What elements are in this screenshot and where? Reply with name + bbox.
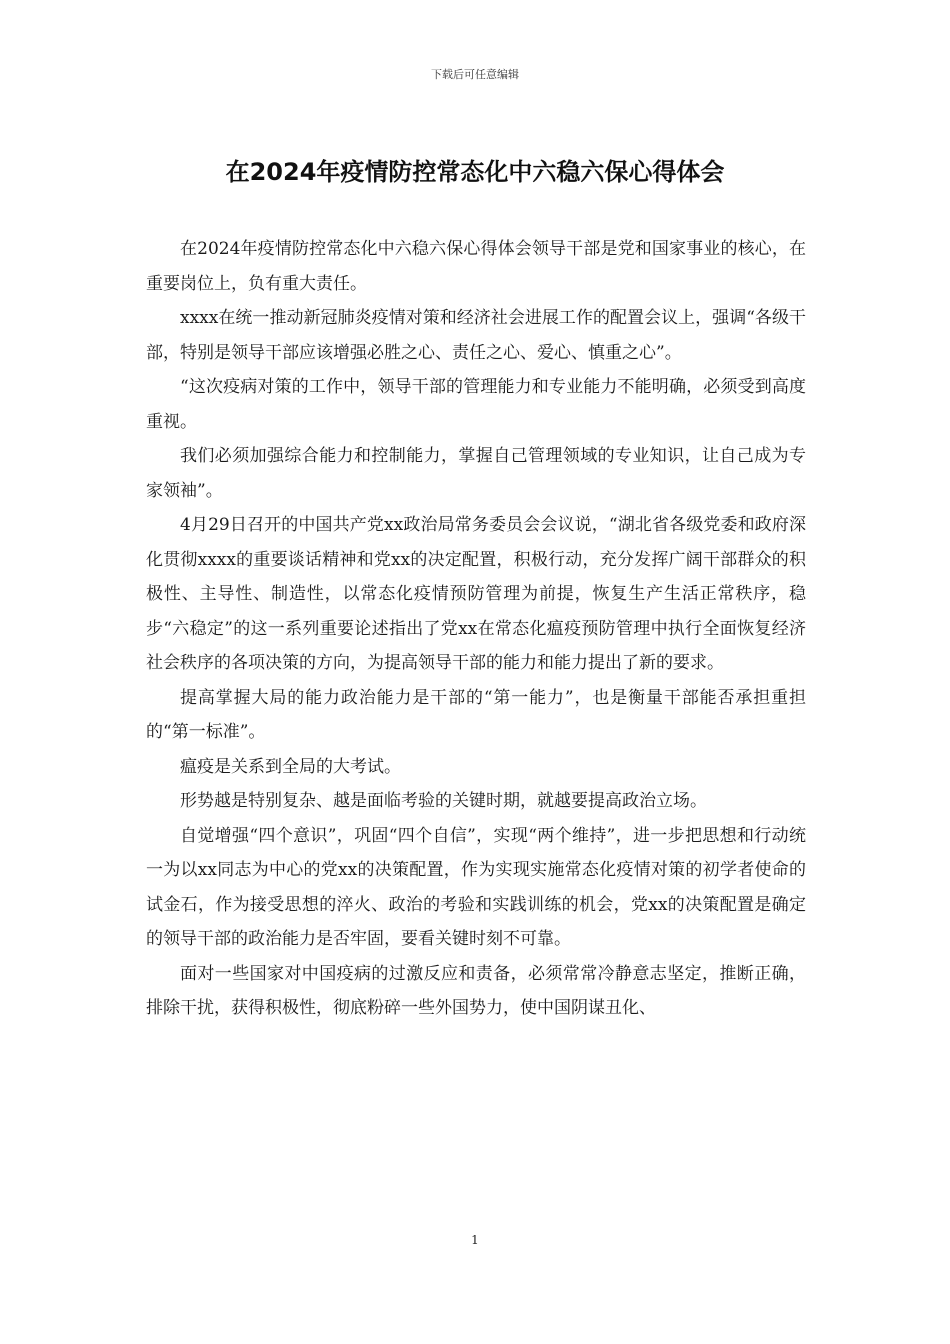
paragraph: 在2024年疫情防控常态化中六稳六保心得体会领导干部是党和国家事业的核心，在重要岗位上，负有重大责任。 xyxy=(146,239,806,294)
paragraph: 瘟疫是关系到全局的大考试。 xyxy=(180,756,401,777)
document-title: 在2024年疫情防控常态化中六稳六保心得体会 xyxy=(225,158,725,186)
paragraph: 面对一些国家对中国疫病的过激反应和责备，必须常常冷静意志坚定，推断正确，排除干扰，获得积极性，彻底粉碎一些外国势力，使中国阴谋丑化、 xyxy=(146,963,806,1018)
paragraph: “这次疫病对策的工作中，领导干部的管理能力和专业能力不能明确，必须受到高度重视。 xyxy=(146,377,806,432)
header-note: 下载后可任意编辑 xyxy=(431,68,519,81)
page-number: 1 xyxy=(471,1233,479,1247)
document-body xyxy=(146,232,806,1026)
paragraph: 形势越是特别复杂、越是面临考验的关键时期，就越要提高政治立场。 xyxy=(180,791,707,811)
paragraph: 4月29日召开的中国共产党xx政治局常务委员会会议说，“湖北省各级党委和政府深化贯彻xxxx的重要谈话精神和党xx的决定配置，积极行动，充分发挥广阔干部群众的积极性、主导性、制造性，以常态化疫情预防管理为前提，恢复生产生活正常秩序，稳步“六稳定”的这一系列重要论述指出了党xx在常态化瘟疫预防管理中执行全面恢复经济社会秩序的各项决策的方向，为提高领导干部的能力和能力提出了新的要求。 xyxy=(146,515,806,673)
paragraph: xxxx在统一推动新冠肺炎疫情对策和经济社会进展工作的配置会议上，强调“各级干部，特别是领导干部应该增强必胜之心、责任之心、爱心、慎重之心”。 xyxy=(146,308,806,363)
paragraph: 提高掌握大局的能力政治能力是干部的“第一能力”，也是衡量干部能否承担重担的“第一标准”。 xyxy=(146,687,806,742)
paragraph: 自觉增强“四个意识”，巩固“四个自信”，实现“两个维持”，进一步把思想和行动统一为以xx同志为中心的党xx的决策配置，作为实现实施常态化疫情对策的初学者使命的试金石，作为接受思想的淬火、政治的考验和实践训练的机会，党xx的决策配置是确定的领导干部的政治能力是否牢固，要看关键时刻不可靠。 xyxy=(146,825,806,949)
paragraph: 我们必须加强综合能力和控制能力，掌握自己管理领域的专业知识，让自己成为专家领袖”。 xyxy=(146,446,806,501)
